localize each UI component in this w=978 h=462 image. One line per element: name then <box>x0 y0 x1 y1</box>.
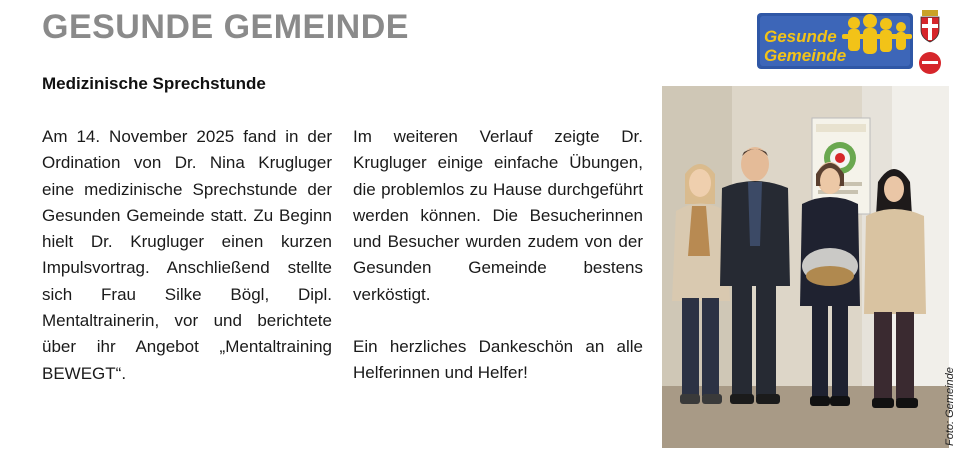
state-emblems <box>916 8 944 78</box>
article-paragraph: Im weiteren Verlauf zeigte Dr. Krugluger einige einfache Übungen, die problemlos zu Hause durchgeführt werden können. Die Besucherinnen und Besucher wurden zudem von der Gesunden Gemeinde bestens verköstigt. <box>353 127 643 304</box>
gesunde-gemeinde-logo <box>756 10 916 72</box>
coat-of-arms-icon <box>921 10 939 42</box>
logo-text-gesunde: Gesunde <box>764 27 837 46</box>
logo-text-gemeinde: Gemeinde <box>764 46 847 65</box>
red-emblem-icon <box>919 52 941 74</box>
group-photo <box>662 86 949 448</box>
photo-credit: Foto: Gemeinde <box>944 367 956 446</box>
article-subtitle: Medizinische Sprechstunde <box>42 74 266 93</box>
page-title: GESUNDE GEMEINDE <box>42 8 409 46</box>
article-column-right <box>353 124 643 387</box>
article-column-left <box>42 124 332 387</box>
article-paragraph: Ein herzliches Dankeschön an alle Helferinnen und Helfer! <box>353 337 643 383</box>
article-paragraph: Am 14. November 2025 fand in der Ordination von Dr. Nina Krugluger eine medizinische Sprechstunde der Gesunden Gemeinde statt. Zu Beginn hielt Dr. Krugluger einen kurzen Impulsvortrag. Anschließend stellte sich Frau Silke Bögl, Dipl. Mentaltrainerin, vor und berichtete über ihr Angebot „Mentaltraining BEWEGT“. <box>42 127 332 383</box>
